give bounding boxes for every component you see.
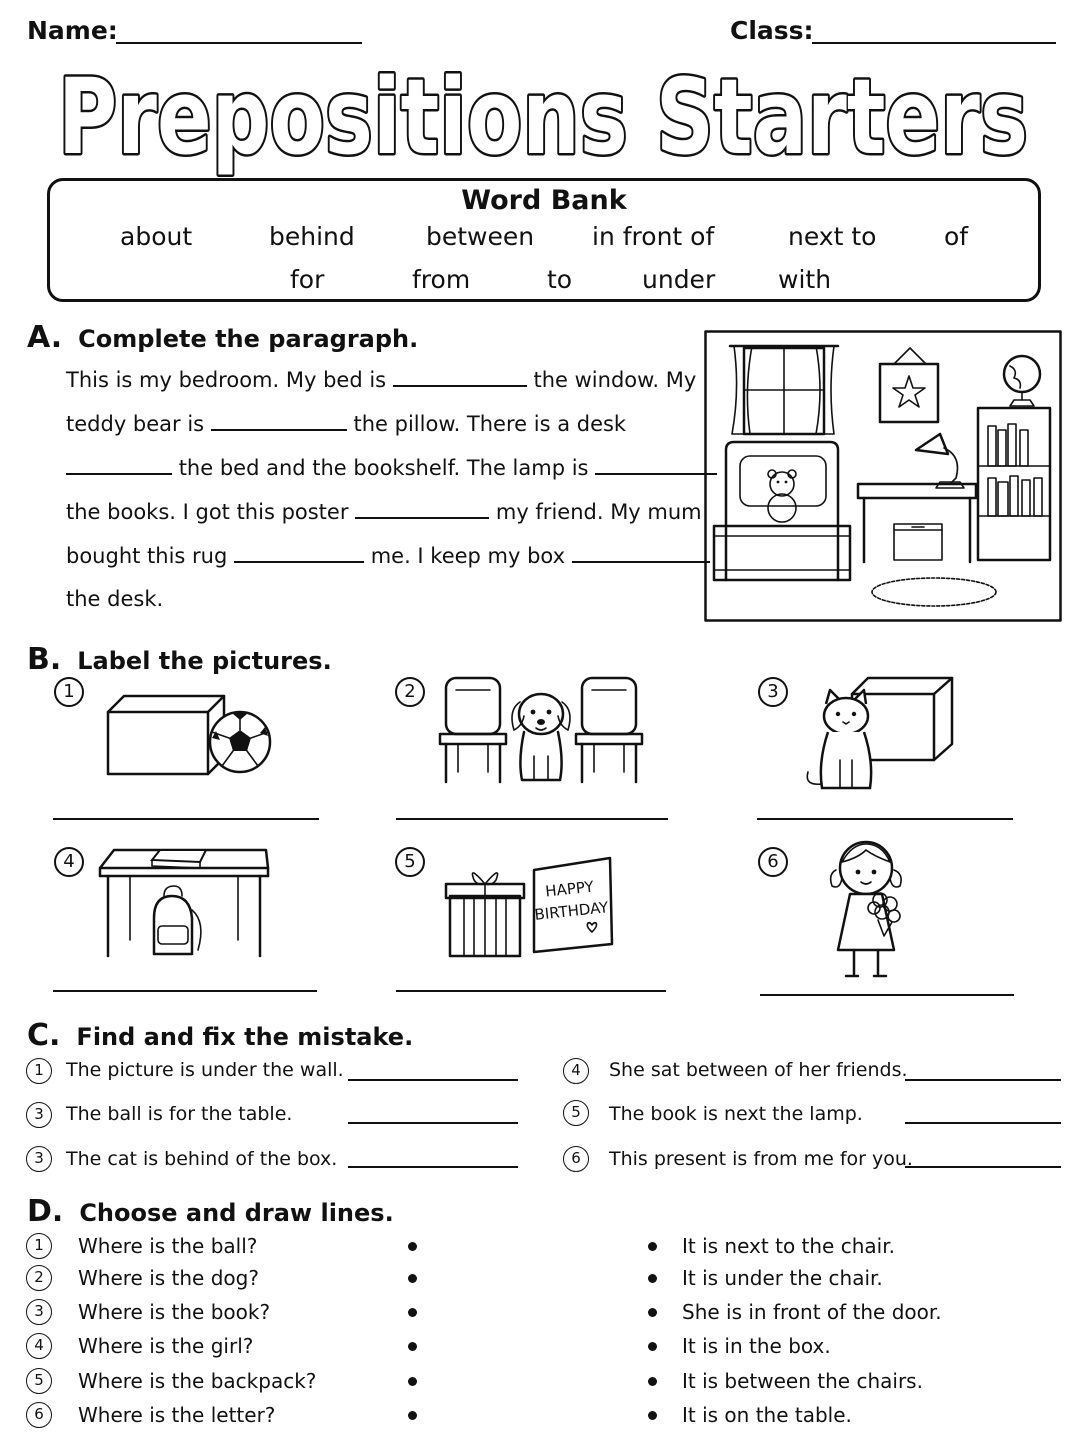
gift-and-card-picture	[444, 856, 616, 960]
label-line-4[interactable]	[53, 990, 317, 992]
paragraph-text: the books. I got this poster	[66, 500, 349, 524]
section-c-letter: C.	[27, 1018, 61, 1053]
label-line-2[interactable]	[396, 818, 668, 820]
correction-line-5[interactable]	[905, 1122, 1061, 1124]
answer-1: It is next to the chair.	[682, 1234, 895, 1258]
word-in-front-of: in front of	[592, 222, 715, 251]
paragraph-text: me. I keep my box	[370, 544, 566, 568]
page-title-text: Prepositions Starters	[58, 56, 1028, 178]
word-about: about	[120, 222, 193, 251]
section-d-title: Choose and draw lines.	[79, 1199, 394, 1227]
table-book-backpack-picture	[96, 846, 272, 960]
section-c-heading	[27, 1018, 413, 1053]
question-number-3: 3	[26, 1299, 52, 1325]
question-4: Where is the girl?	[78, 1334, 254, 1358]
correction-line-6[interactable]	[905, 1166, 1061, 1168]
class-label: Class:	[730, 16, 814, 45]
mistake-number-5: 5	[563, 1100, 589, 1126]
word-next-to: next to	[788, 222, 877, 251]
paragraph-text: teddy bear is	[66, 412, 205, 436]
answer-blank-6[interactable]	[234, 543, 364, 563]
picture-number-2: 2	[395, 677, 425, 707]
paragraph-text: my friend. My mum	[495, 500, 702, 524]
correction-line-1[interactable]	[348, 1079, 518, 1081]
paragraph-text: the desk.	[66, 587, 164, 611]
answer-dot-2[interactable]	[648, 1274, 657, 1283]
answer-blank-3[interactable]	[66, 455, 172, 475]
picture-number-1: 1	[54, 677, 84, 707]
label-line-5[interactable]	[396, 990, 666, 992]
question-dot-1[interactable]	[408, 1242, 417, 1251]
label-line-3[interactable]	[757, 818, 1013, 820]
answer-blank-2[interactable]	[211, 411, 347, 431]
section-d-heading	[27, 1194, 394, 1229]
label-line-1[interactable]	[53, 818, 319, 820]
question-5: Where is the backpack?	[78, 1369, 317, 1393]
answer-blank-1[interactable]	[393, 367, 527, 387]
paragraph-line-1	[66, 367, 696, 392]
section-a-title: Complete the paragraph.	[78, 325, 419, 353]
mistake-number-1: 1	[26, 1058, 52, 1084]
section-a-heading	[27, 320, 418, 355]
question-6: Where is the letter?	[78, 1403, 276, 1427]
section-c-title: Find and fix the mistake.	[76, 1023, 414, 1051]
question-dot-6[interactable]	[408, 1411, 417, 1420]
name-label: Name:	[27, 16, 118, 45]
paragraph-line-4	[66, 499, 702, 524]
page-title	[0, 48, 1086, 178]
answer-dot-6[interactable]	[648, 1411, 657, 1420]
mistake-sentence-3: The cat is behind of the box.	[66, 1148, 338, 1170]
bedroom-illustration	[704, 330, 1062, 622]
mistake-number-3: 3	[26, 1146, 52, 1172]
answer-3: She is in front of the door.	[682, 1300, 942, 1324]
section-b-title: Label the pictures.	[77, 647, 332, 675]
question-3: Where is the book?	[78, 1300, 271, 1324]
picture-number-5: 5	[395, 847, 425, 877]
answer-dot-3[interactable]	[648, 1308, 657, 1317]
mistake-sentence-5: The book is next the lamp.	[609, 1103, 863, 1125]
question-number-6: 6	[26, 1402, 52, 1428]
mistake-number-4: 4	[563, 1058, 589, 1084]
correction-line-3[interactable]	[348, 1166, 518, 1168]
question-number-2: 2	[26, 1265, 52, 1291]
dog-between-chairs-picture	[438, 676, 644, 784]
answer-6: It is on the table.	[682, 1403, 852, 1427]
answer-2: It is under the chair.	[682, 1266, 883, 1290]
paragraph-text: the bed and the bookshelf. The lamp is	[178, 456, 589, 480]
paragraph-text: bought this rug	[66, 544, 228, 568]
answer-blank-5[interactable]	[355, 499, 489, 519]
box-and-ball-picture	[100, 690, 280, 780]
word-bank-title: Word Bank	[461, 185, 627, 216]
answer-4: It is in the box.	[682, 1334, 831, 1358]
answer-5: It is between the chairs.	[682, 1369, 923, 1393]
answer-dot-4[interactable]	[648, 1342, 657, 1351]
mistake-sentence-2: The ball is for the table.	[66, 1103, 293, 1125]
correction-line-4[interactable]	[905, 1079, 1061, 1081]
cat-and-box-picture	[804, 676, 960, 796]
section-b-heading	[27, 642, 332, 677]
word-behind: behind	[269, 222, 355, 251]
paragraph-text: the pillow. There is a desk	[353, 412, 627, 436]
mistake-sentence-1: The picture is under the wall.	[66, 1059, 344, 1081]
picture-number-3: 3	[758, 677, 788, 707]
word-to: to	[547, 265, 573, 294]
paragraph-line-5	[66, 543, 710, 568]
girl-with-flowers-picture	[822, 830, 912, 982]
question-number-1: 1	[26, 1233, 52, 1259]
question-number-5: 5	[26, 1368, 52, 1394]
answer-blank-7[interactable]	[572, 543, 710, 563]
word-for: for	[290, 265, 325, 294]
picture-number-4: 4	[54, 847, 84, 877]
question-2: Where is the dog?	[78, 1266, 259, 1290]
mistake-sentence-4: She sat between of her friends.	[609, 1059, 908, 1081]
word-of: of	[944, 222, 969, 251]
paragraph-line-2	[66, 411, 626, 436]
mistake-number-2: 3	[26, 1102, 52, 1128]
name-field[interactable]	[116, 42, 362, 44]
word-from: from	[412, 265, 471, 294]
section-b-letter: B.	[27, 642, 62, 677]
correction-line-2[interactable]	[348, 1122, 518, 1124]
word-with: with	[778, 265, 832, 294]
word-bank	[47, 178, 1041, 302]
label-line-6[interactable]	[760, 994, 1014, 996]
card-text-happy: HAPPY	[544, 877, 595, 901]
question-dot-2[interactable]	[408, 1274, 417, 1283]
word-between: between	[426, 222, 535, 251]
paragraph-line-3	[66, 455, 717, 480]
question-1: Where is the ball?	[78, 1234, 258, 1258]
paragraph-text: the window. My	[533, 368, 697, 392]
section-d-letter: D.	[27, 1194, 64, 1229]
paragraph-line-6	[66, 587, 163, 611]
word-under: under	[642, 265, 716, 294]
paragraph-text: This is my bedroom. My bed is	[66, 368, 387, 392]
mistake-sentence-6: This present is from me for you.	[609, 1148, 913, 1170]
card-text-birthday: BIRTHDAY	[533, 898, 610, 924]
answer-dot-1[interactable]	[648, 1242, 657, 1251]
section-a-letter: A.	[27, 320, 63, 355]
answer-dot-5[interactable]	[648, 1377, 657, 1386]
picture-number-6: 6	[758, 847, 788, 877]
question-number-4: 4	[26, 1333, 52, 1359]
mistake-number-6: 6	[563, 1146, 589, 1172]
answer-blank-4[interactable]	[595, 455, 717, 475]
question-dot-4[interactable]	[408, 1342, 417, 1351]
question-dot-3[interactable]	[408, 1308, 417, 1317]
class-field[interactable]	[812, 42, 1056, 44]
question-dot-5[interactable]	[408, 1377, 417, 1386]
